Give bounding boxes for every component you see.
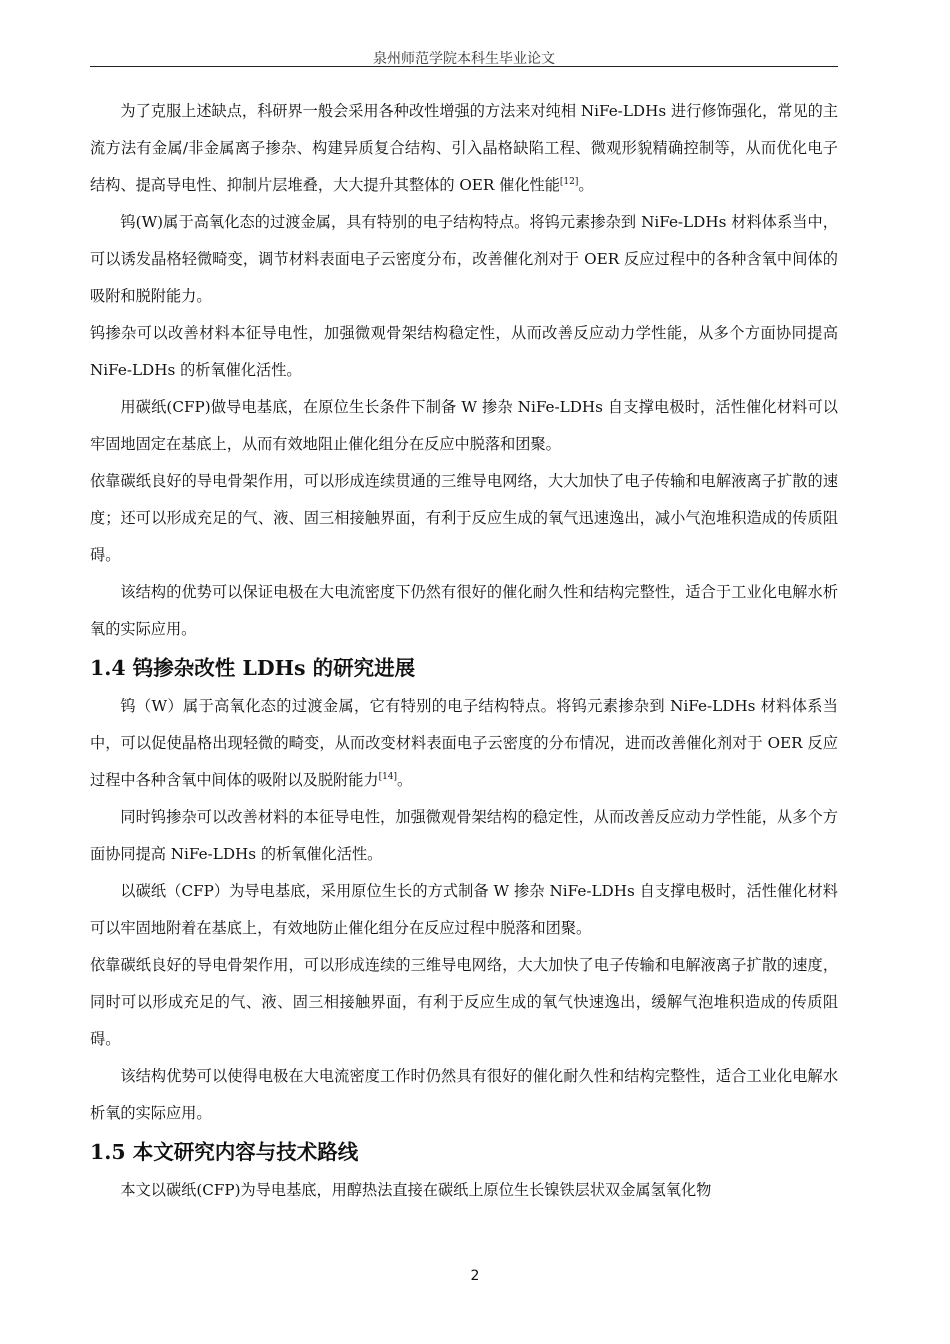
paragraph-tail: 。 bbox=[578, 176, 594, 194]
citation: [14] bbox=[378, 771, 398, 782]
paragraph: 该结构优势可以使得电极在大电流密度工作时仍然具有很好的催化耐久性和结构完整性，适合工业化电解水析氧的实际应用。 bbox=[90, 1067, 838, 1122]
page-number: 2 bbox=[470, 1268, 480, 1284]
paragraph-text: 为了克服上述缺点，科研界一般会采用各种改性增强的方法来对纯相 NiFe-LDHs 进行修饰强化，常见的主流方法有金属/非金属离子掺杂、构建异质复合结构、引入晶格缺陷工程、微观形貌精确控制等，从而优化电子结构、提高导电性、抑制片层堆叠，大大提升其整体的 OER 催化性能 bbox=[90, 102, 839, 194]
paragraph: 本文以碳纸(CFP)为导电基底，用醇热法直接在碳纸上原位生长镍铁层状双金属氢氧化物 bbox=[120, 1181, 712, 1199]
paragraph: 钨(W)属于高氧化态的过渡金属，具有特别的电子结构特点。将钨元素掺杂到 NiFe-LDHs 材料体系当中，可以诱发晶格轻微畸变，调节材料表面电子云密度分布，改善催化剂对于 OER 反应过程中的各种含氧中间体的吸附和脱附能力。 bbox=[90, 213, 838, 305]
paragraph: 用碳纸(CFP)做导电基底，在原位生长条件下制备 W 掺杂 NiFe-LDHs 自支撑电极时，活性催化材料可以牢固地固定在基底上，从而有效地阻止催化组分在反应中脱落和团聚。 bbox=[90, 398, 838, 453]
paragraph-text: 钨（W）属于高氧化态的过渡金属，它有特别的电子结构特点。将钨元素掺杂到 NiFe-LDHs 材料体系当中，可以促使晶格出现轻微的畸变，从而改变材料表面电子云密度的分布情况，进而改善催化剂对于 OER 反应过程中各种含氧中间体的吸附以及脱附能力 bbox=[90, 697, 838, 789]
citation: [12] bbox=[559, 176, 579, 187]
section-heading: 1.5 本文研究内容与技术路线 bbox=[90, 1140, 359, 1164]
paragraph: 钨掺杂可以改善材料本征导电性，加强微观骨架结构稳定性，从而改善反应动力学性能，从多个方面协同提高 NiFe-LDHs 的析氧催化活性。 bbox=[90, 324, 838, 379]
paragraph: 依靠碳纸良好的导电骨架作用，可以形成连续的三维导电网络，大大加快了电子传输和电解液离子扩散的速度，同时可以形成充足的气、液、固三相接触界面，有利于反应生成的氧气快速逸出，缓解气泡堆积造成的传质阻碍。 bbox=[90, 956, 838, 1048]
body-text bbox=[90, 93, 838, 1209]
paragraph: 以碳纸（CFP）为导电基底，采用原位生长的方式制备 W 掺杂 NiFe-LDHs 自支撑电极时，活性催化材料可以牢固地附着在基底上，有效地防止催化组分在反应过程中脱落和团聚。 bbox=[90, 882, 838, 937]
header-rule bbox=[90, 66, 838, 67]
running-header: 泉州师范学院本科生毕业论文 bbox=[373, 51, 555, 67]
paragraph-tail: 。 bbox=[397, 771, 413, 789]
section-heading: 1.4 钨掺杂改性 LDHs 的研究进展 bbox=[90, 656, 416, 680]
paragraph: 同时钨掺杂可以改善材料的本征导电性，加强微观骨架结构的稳定性，从而改善反应动力学性能，从多个方面协同提高 NiFe-LDHs 的析氧催化活性。 bbox=[90, 808, 838, 863]
paragraph bbox=[90, 93, 838, 204]
paragraph: 依靠碳纸良好的导电骨架作用，可以形成连续贯通的三维导电网络，大大加快了电子传输和电解液离子扩散的速度；还可以形成充足的气、液、固三相接触界面，有利于反应生成的氧气迅速逸出，减小气泡堆积造成的传质阻碍。 bbox=[90, 472, 838, 564]
paragraph: 该结构的优势可以保证电极在大电流密度下仍然有很好的催化耐久性和结构完整性，适合于工业化电解水析氧的实际应用。 bbox=[90, 583, 838, 638]
paragraph bbox=[90, 688, 838, 799]
